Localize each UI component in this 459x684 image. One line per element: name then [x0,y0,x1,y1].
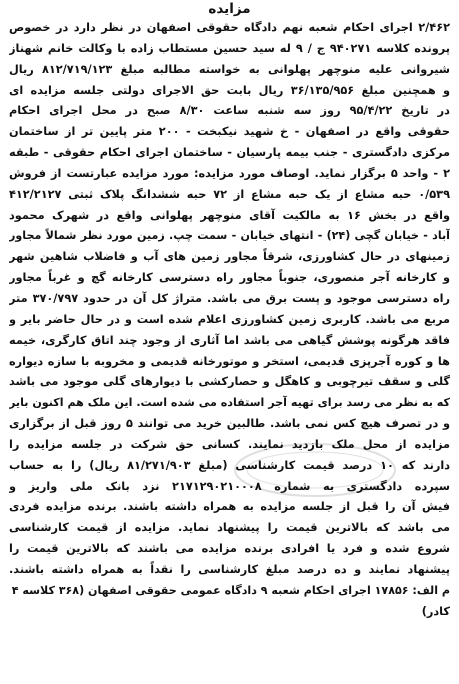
notice-line: شروع شده و فرد یا افرادی برنده مزایده می باشند که بالاترین قیمت را [9,542,450,556]
notice-body [9,18,450,622]
notice-line: ۲ - واحد ۵ برگزار نماید. اوصاف مورد مزایده: مورد مزایده عبارتست از فروش [9,166,450,180]
notice-line: پرونده کلاسه ۹۴۰۲۷۱ ج / ۹ له سید حسین مستطاب زاده با وکالت خانم شهناز [9,41,450,55]
notice-line: واقع در بخش ۱۶ به مالکیت آقای منوچهر پهلوانی واقع در شهرک محمود [9,208,450,222]
notice-line: که به نظر می رسد برای تهیه آجر استفاده می شده است. این ملک هم اکنون بایر [9,396,450,410]
notice-line: آباد - خیابان گچی (۲۴) - انتهای خیابان - سمت چپ. زمین مورد نظر شمالاً مجاور [9,229,450,243]
notice-line: سپرده دادگستری به شماره ۲۱۷۱۲۹۰۲۱۰۰۰۸ نزد بانک ملی واریز و [9,479,450,493]
notice-line: و کارخانه آجر منصوری، جنوباً مجاور راه دسترسی کارخانه گچ و غرباً مجاور [9,271,450,285]
notice-line: م الف: ۱۷۸۵۶ اجرای احکام شعبه ۹ دادگاه عمومی حقوقی اصفهان (۳۶۸ کلاسه ۴ [11,583,450,597]
notice-line: کادر) [421,604,450,618]
notice-line: ها و کوره آجرپزی قدیمی، استخر و موتورخانه قدیمی و مخروبه با سازه دیواره [9,354,450,368]
notice-line: پیشنهاد نمایند و ده درصد مبلغ کارشناسی را نقداً به همراه داشته باشند. [9,562,450,576]
notice-line: و همچنین مبلغ ۳۶/۱۳۵/۹۵۶ ریال بابت حق الاجرای دولتی جلسه مزایده ای [9,83,450,97]
notice-line: فاقد هرگونه پوشش گیاهی می باشد اما آثاری از وجود چند اتاق کارگری، خیمه [9,333,450,347]
notice-line: حقوقی واقع در اصفهان - خ شهید نیکبخت - ۲۰۰ متر پایین تر از ساختمان [9,125,450,139]
notice-line: در تاریخ ۹۵/۴/۲۲ روز سه شنبه ساعت ۸/۳۰ صبح در محل اجرای احکام [9,104,450,118]
notice-line: ۰/۵۳۹ حبه مشاع از یک حبه مشاع از ۷۲ حبه ششدانگ پلاک ثبتی ۴۱۲/۲۱۲۷ [9,187,450,201]
notice-line: فیش آن را قبل از جلسه مزایده به همراه داشته باشند. برنده مزایده فردی [9,500,450,514]
notice-line: شیروانی علیه منوچهر پهلوانی به خواسته مطالبه مبلغ ۸۱۲/۷۱۹/۱۲۳ ریال [9,62,450,76]
notice-line: گلی و سقف تیرچوبی و کاهگل و حصارکشی با دیوارهای گلی موجود می باشد [9,375,450,389]
notice-line: مزایده از محل ملک بازدید نمایند. کسانی حق شرکت در جلسه مزایده را [9,437,450,451]
notice-line: می باشد که بالاترین قیمت را پیشنهاد نماید. مزایده از قیمت کارشناسی [9,521,450,535]
notice-line: ۲/۴۶۲ اجرای احکام شعبه نهم دادگاه حقوقی اصفهان در نظر دارد در خصوص [9,21,450,34]
notice-line: راه دسترسی موجود و پست برق می باشد. متراژ کل آن در حدود ۳۷۰/۷۹۷ متر [9,291,450,305]
notice-line: و در تصرف هیچ کس نمی باشد. طالبین خرید می توانند ۵ روز قبل از برگزاری [9,417,450,431]
notice-line: دارند که ۱۰ درصد قیمت کارشناسی (مبلغ ۸۱/۲۷۱/۹۰۳ ریال) را به حساب [9,458,450,472]
notice-title: مزایده [208,1,251,17]
notice-line: مرکزی دادگستری - جنب بیمه پارسیان - ساختمان اجرای احکام حقوقی - طبقه [9,146,450,160]
notice-line: مربع می باشد. کاربری زمین کشاورزی اعلام شده است و در حال حاضر بایر و [9,312,450,326]
notice-line: زمینهای در حال کشاورزی، شرقاً مجاور زمین های آب و فاضلاب شاهین شهر [9,250,450,264]
